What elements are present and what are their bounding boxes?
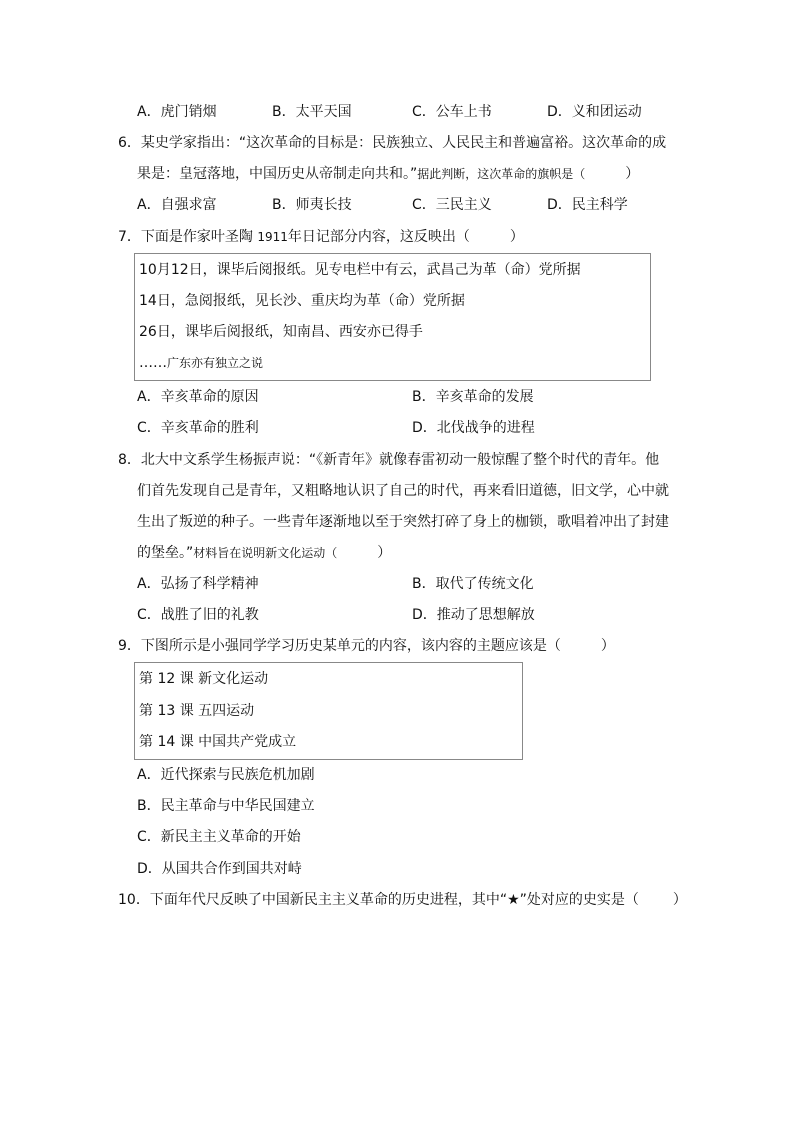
q8-option-a[interactable]: A．弘扬了科学精神 (137, 576, 259, 592)
q8-option-c[interactable]: C．战胜了旧的礼教 (137, 607, 259, 623)
q7-option-c[interactable]: C．辛亥革命的胜利 (137, 420, 259, 436)
q6-stem-question: 据此判断，这次革命的旗帜是（ (417, 167, 586, 181)
q8-stem-question: 材料旨在说明新文化运动（ (193, 546, 338, 560)
q7-box-line4 (139, 354, 263, 372)
q7-stem-c: 年日记部分内容，这反映出（ (287, 229, 470, 245)
q8-stem-line1: 8．北大中文系学生杨振声说：“《新青年》就像春雷初动一般惊醒了整个时代的青年。他 (118, 452, 660, 468)
q9-answer-paren: ） (600, 638, 615, 654)
q5-option-c[interactable]: C．公车上书 (412, 104, 492, 120)
q7-option-b[interactable]: B．辛亥革命的发展 (412, 389, 534, 405)
q9-option-a[interactable]: A．近代探索与民族危机加剧 (137, 767, 315, 783)
q6-option-b[interactable]: B．师夷长技 (272, 197, 352, 213)
q9-stem (118, 637, 615, 655)
q8-option-b[interactable]: B．取代了传统文化 (412, 576, 534, 592)
q5-option-d[interactable]: D．义和团运动 (547, 104, 642, 120)
q5-option-b[interactable]: B．太平天国 (272, 104, 352, 120)
q9-option-d[interactable]: D．从国共合作到国共对峙 (137, 861, 302, 877)
q6-stem-line1: 6．某史学家指出：“这次革命的目标是：民族独立、人民民主和普遍富裕。这次革命的成 (118, 135, 667, 151)
q5-option-a[interactable]: A．虎门销烟 (137, 104, 217, 120)
q7-stem (118, 228, 524, 246)
q7-box-line3: 26日，课毕后阅报纸，知南昌、西安亦已得手 (139, 324, 423, 340)
q6-option-d[interactable]: D．民主科学 (547, 197, 628, 213)
q6-stem-quote-end: 果是：皇冠落地，中国历史从帝制走向共和。” (137, 166, 418, 182)
q7-box-ellipsis: …… (139, 355, 167, 371)
q7-stem-year: 1911 (257, 230, 288, 244)
q8-stem-line3: 生出了叛逆的种子。一些青年逐渐地以至于突然打碎了身上的枷锁，歌唱着冲出了封建 (137, 514, 669, 530)
q9-option-c[interactable]: C．新民主主义革命的开始 (137, 829, 301, 845)
q9-box-line1: 第 12 课 新文化运动 (139, 671, 269, 687)
q6-option-c[interactable]: C．三民主义 (412, 197, 492, 213)
q8-stem-line4 (137, 544, 391, 562)
q9-stem-text: 9．下图所示是小强同学学习历史某单元的内容，该内容的主题应该是（ (118, 638, 561, 654)
q10-answer-paren: ） (672, 892, 687, 908)
q7-stem-a: 7．下面是作家叶圣陶 (118, 229, 253, 245)
q8-option-d[interactable]: D．推动了思想解放 (412, 607, 535, 623)
q10-stem (118, 891, 687, 909)
q7-option-d[interactable]: D．北伐战争的进程 (412, 420, 535, 436)
q7-box-line4-text: 广东亦有独立之说 (167, 356, 264, 370)
q7-box-line1: 10月12日，课毕后阅报纸。见专电栏中有云，武昌己为革（命）党所据 (139, 262, 581, 278)
q7-box-line2: 14日，急阅报纸，见长沙、重庆均为革（命）党所据 (139, 293, 465, 309)
q8-stem-line2: 们首先发现自己是青年，又粗略地认识了自己的时代，再来看旧道德，旧文学，心中就 (137, 483, 669, 499)
q7-answer-paren: ） (509, 229, 524, 245)
q9-option-b[interactable]: B．民主革命与中华民国建立 (137, 798, 315, 814)
q6-answer-paren: ） (625, 166, 640, 182)
q6-stem-line2 (137, 165, 639, 183)
q10-stem-text: 10．下面年代尺反映了中国新民主主义革命的历史进程，其中“★”处对应的史实是（ (118, 892, 639, 908)
q9-box-line2: 第 13 课 五四运动 (139, 703, 255, 719)
q7-option-a[interactable]: A．辛亥革命的原因 (137, 389, 259, 405)
q8-stem-quote-end: 的堡垒。” (137, 545, 194, 561)
q9-box-line3: 第 14 课 中国共产党成立 (139, 734, 297, 750)
q8-answer-paren: ） (377, 545, 392, 561)
q6-option-a[interactable]: A．自强求富 (137, 197, 217, 213)
